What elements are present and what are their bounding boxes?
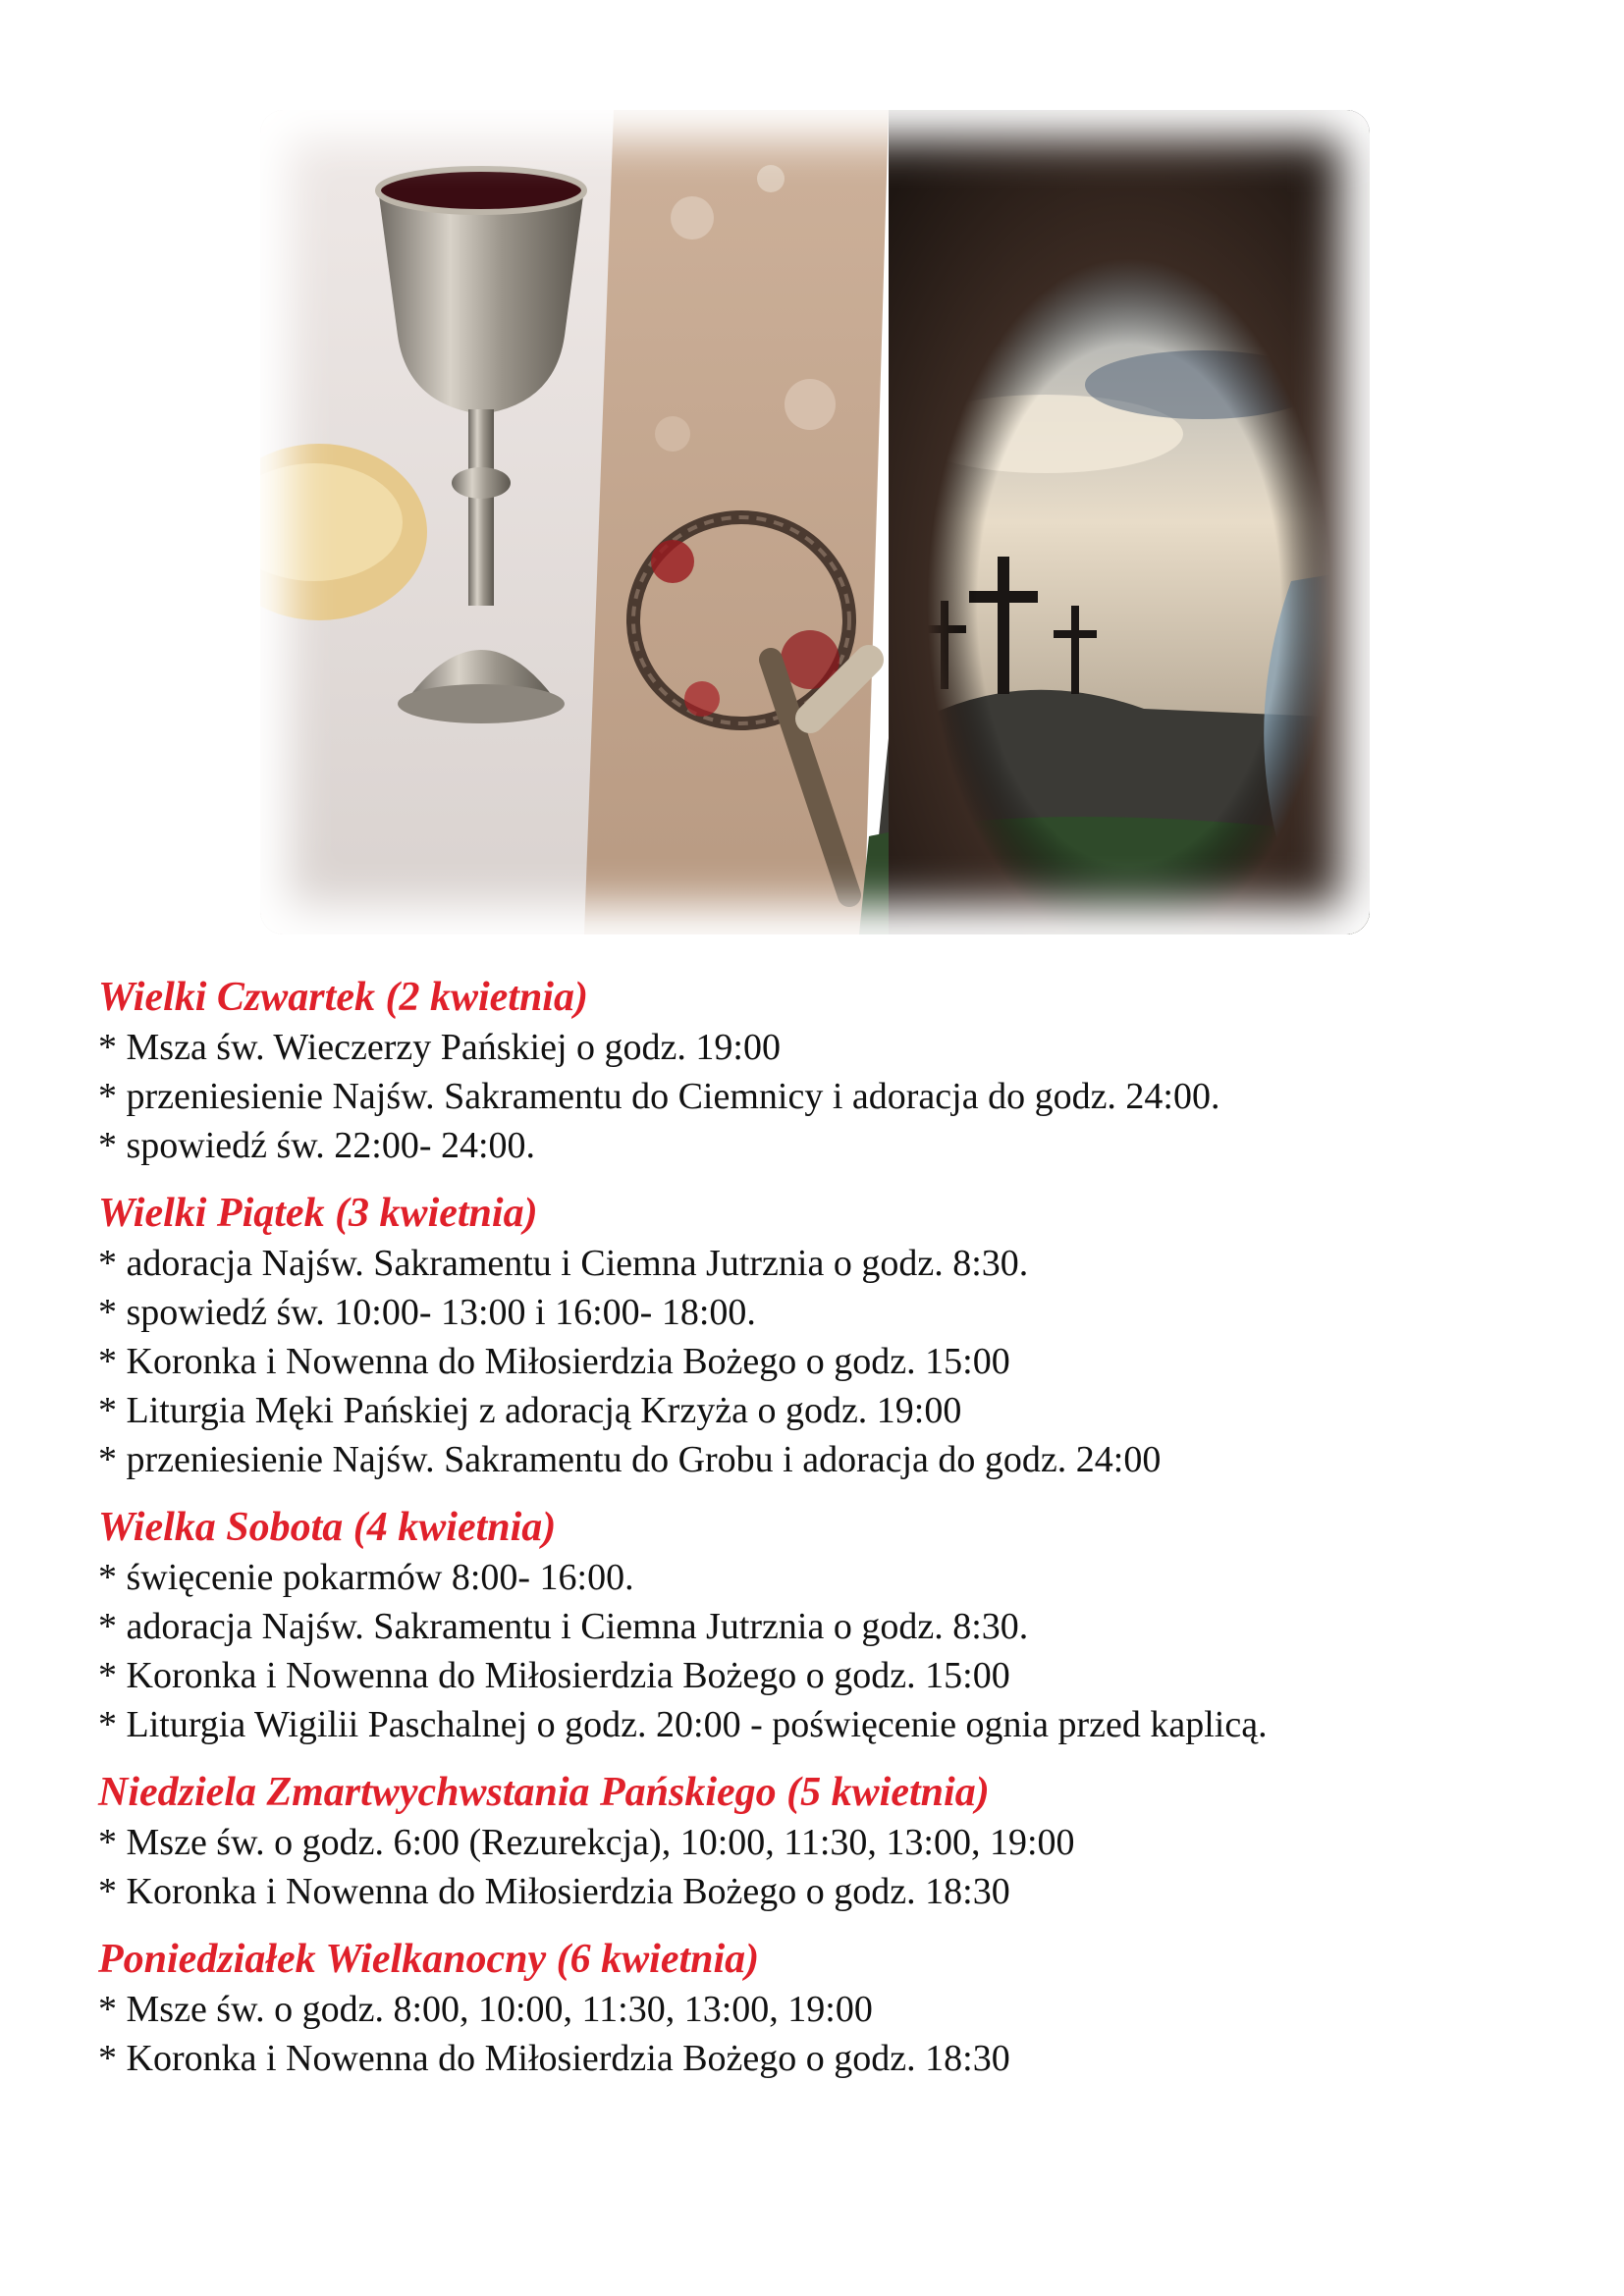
schedule-item: * spowiedź św. 22:00- 24:00. xyxy=(98,1125,536,1166)
section-title: Wielka Sobota (4 kwietnia) xyxy=(98,1505,557,1550)
schedule-item: * adoracja Najśw. Sakramentu i Ciemna Jutrznia o godz. 8:30. xyxy=(98,1606,1029,1647)
schedule-content xyxy=(98,972,1532,2101)
schedule-item: * święcenie pokarmów 8:00- 16:00. xyxy=(98,1557,634,1598)
section-wielki-piatek xyxy=(98,1188,1532,1484)
section-niedziela-zmartwychwstania xyxy=(98,1767,1532,1916)
schedule-item: * Koronka i Nowenna do Miłosierdzia Bożego o godz. 18:30 xyxy=(98,1871,1010,1912)
schedule-item: * Liturgia Męki Pańskiej z adoracją Krzyża o godz. 19:00 xyxy=(98,1390,962,1431)
schedule-item: * Koronka i Nowenna do Miłosierdzia Bożego o godz. 15:00 xyxy=(98,1655,1010,1696)
schedule-item: * Koronka i Nowenna do Miłosierdzia Bożego o godz. 18:30 xyxy=(98,2038,1010,2079)
section-poniedzialek-wielkanocny xyxy=(98,1934,1532,2083)
section-wielka-sobota xyxy=(98,1502,1532,1749)
section-title: Wielki Piątek (3 kwietnia) xyxy=(98,1191,538,1236)
chalice-panel xyxy=(260,110,614,934)
section-title: Wielki Czwartek (2 kwietnia) xyxy=(98,975,588,1020)
crown-of-thorns-panel xyxy=(584,110,889,934)
hero-collage-image xyxy=(260,110,1370,934)
schedule-item: * Msze św. o godz. 6:00 (Rezurekcja), 10:00, 11:30, 13:00, 19:00 xyxy=(98,1822,1075,1863)
section-wielki-czwartek xyxy=(98,972,1532,1170)
section-title: Poniedziałek Wielkanocny (6 kwietnia) xyxy=(98,1937,760,1982)
schedule-item: * spowiedź św. 10:00- 13:00 i 16:00- 18:00. xyxy=(98,1292,756,1333)
empty-tomb-panel xyxy=(859,110,1370,934)
schedule-item: * Liturgia Wigilii Paschalnej o godz. 20:00 - poświęcenie ognia przed kaplicą. xyxy=(98,1704,1268,1745)
schedule-item: * przeniesienie Najśw. Sakramentu do Grobu i adoracja do godz. 24:00 xyxy=(98,1439,1162,1480)
schedule-item: * adoracja Najśw. Sakramentu i Ciemna Jutrznia o godz. 8:30. xyxy=(98,1243,1029,1284)
schedule-item: * Msza św. Wieczerzy Pańskiej o godz. 19:00 xyxy=(98,1027,781,1068)
section-title: Niedziela Zmartwychwstania Pańskiego (5 kwietnia) xyxy=(98,1770,990,1815)
schedule-item: * Msze św. o godz. 8:00, 10:00, 11:30, 13:00, 19:00 xyxy=(98,1989,873,2030)
schedule-item: * przeniesienie Najśw. Sakramentu do Ciemnicy i adoracja do godz. 24:00. xyxy=(98,1076,1220,1117)
schedule-item: * Koronka i Nowenna do Miłosierdzia Bożego o godz. 15:00 xyxy=(98,1341,1010,1382)
